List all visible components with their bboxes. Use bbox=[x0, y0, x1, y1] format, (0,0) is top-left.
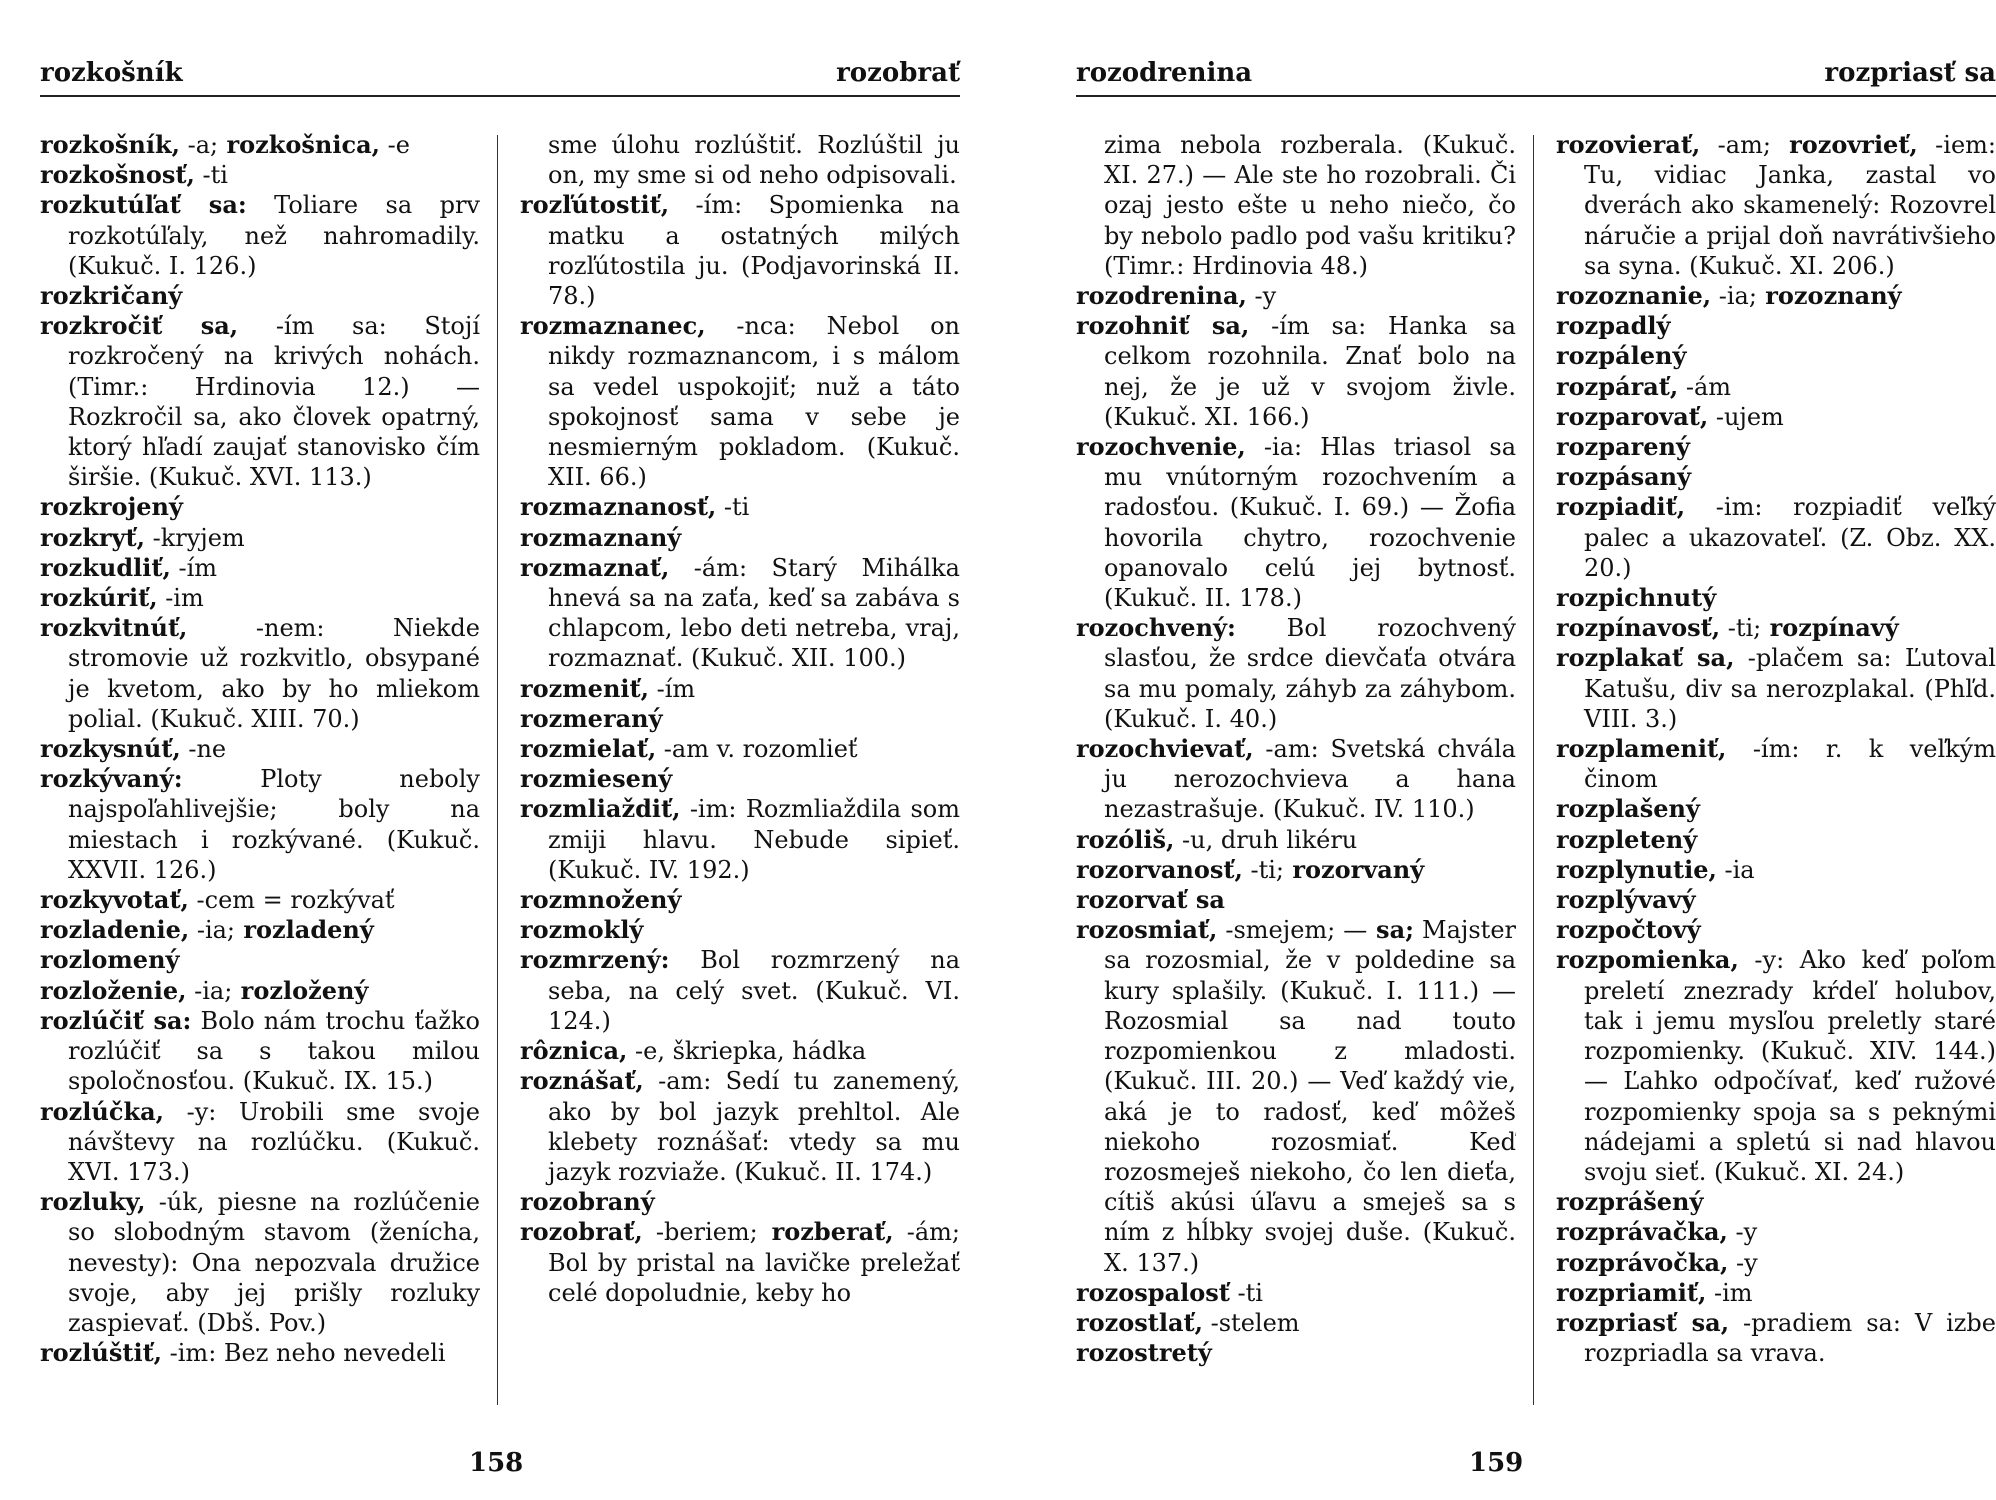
dictionary-entry bbox=[520, 674, 960, 704]
dictionary-entry bbox=[1556, 734, 1996, 794]
entry-text: -ím: Spomienka na matku a ostatných milých rozľútostila ju. (Podjavorinská II. 78.) bbox=[548, 191, 960, 311]
headword: rozmeniť, bbox=[520, 673, 649, 703]
dictionary-entry bbox=[520, 764, 960, 794]
running-header bbox=[1076, 48, 1996, 98]
running-head-first-entry: rozkošník bbox=[40, 58, 183, 88]
headword: rozprášený bbox=[1556, 1187, 1704, 1217]
dictionary-entry bbox=[40, 190, 480, 281]
headword-variant: rozladený bbox=[235, 915, 374, 945]
headword: roznášať, bbox=[520, 1066, 644, 1096]
entry-text: sme úlohu rozlúštiť. Rozlúštil ju on, my sme si od neho odpisovali. bbox=[548, 131, 960, 190]
entry-text: Bolo nám trochu ťažko rozlúčiť sa s takou milou spoločnosťou. (Kukuč. IX. 15.) bbox=[68, 1006, 480, 1096]
dictionary-entry bbox=[40, 311, 480, 492]
headword: rozmnožený bbox=[520, 885, 682, 915]
headword: rozohniť sa, bbox=[1076, 311, 1250, 341]
entry-text: -im bbox=[157, 584, 204, 613]
entry-text: Bol rozochvený slasťou, že srdce dievčaťa otvára sa mu pomaly, záhyb za záhybom. (Kukuč. I. 40.) bbox=[1104, 614, 1516, 733]
entry-text: Majster sa rozosmial, že v poldedine sa kury splašily. (Kukuč. I. 111.) — Rozosmial sa nad touto rozpomienkou z mladosti. (Kukuč. III. 20.) — Veď každý vie, aká je to radosť, keď môžeš niekoho rozosmiať. Keď rozosmeješ niekoho, čo len dieťa, cítiš akúsi úľavu a smeješ sa s ním z hĺbky svojej duše. (Kukuč. X. 137.) bbox=[1104, 916, 1516, 1277]
headword: rozplývavý bbox=[1556, 885, 1696, 915]
entry-text: -ím: r. k veľkým činom bbox=[1584, 735, 1996, 794]
dictionary-entry bbox=[40, 976, 480, 1006]
running-header bbox=[40, 48, 960, 98]
dictionary-entry bbox=[1076, 1338, 1516, 1368]
dictionary-entry bbox=[1556, 613, 1996, 643]
headword: rozmaznaný bbox=[520, 522, 682, 552]
headword: rozochvenie, bbox=[1076, 432, 1246, 462]
dictionary-column bbox=[40, 130, 480, 1420]
dictionary-entry bbox=[1556, 945, 1996, 1187]
headword: rozkudliť, bbox=[40, 552, 171, 582]
dictionary-entry bbox=[1076, 281, 1516, 311]
dictionary-entry bbox=[1556, 341, 1996, 371]
headword: rozpomienka, bbox=[1556, 945, 1739, 975]
running-head-last-entry: rozpriasť sa bbox=[1824, 58, 1996, 88]
entry-text: -ia; bbox=[189, 916, 236, 945]
dictionary-entry bbox=[520, 1217, 960, 1308]
dictionary-entry bbox=[1556, 825, 1996, 855]
dictionary-entry bbox=[40, 945, 480, 975]
dictionary-entry bbox=[520, 523, 960, 553]
headword: rozkričaný bbox=[40, 281, 183, 311]
dictionary-entry bbox=[520, 492, 960, 522]
dictionary-entry bbox=[1556, 915, 1996, 945]
headword: rozorvanosť, bbox=[1076, 854, 1243, 884]
headword: rozkysnúť, bbox=[40, 734, 181, 764]
entry-text: -ti bbox=[716, 493, 750, 522]
entry-text: -ti bbox=[194, 161, 228, 190]
entry-text: -ti; bbox=[1720, 614, 1762, 643]
dictionary-entry bbox=[1556, 492, 1996, 583]
headword: rozlomený bbox=[40, 945, 180, 975]
dictionary-entry bbox=[1556, 794, 1996, 824]
headword: rozplynutie, bbox=[1556, 854, 1717, 884]
entry-text: -ím bbox=[648, 674, 696, 703]
headword: rozmiesený bbox=[520, 764, 673, 794]
dictionary-column bbox=[520, 130, 960, 1420]
headword: rozostretý bbox=[1076, 1338, 1212, 1368]
dictionary-entry bbox=[520, 190, 960, 311]
headword: rozmliaždiť, bbox=[520, 794, 681, 824]
headword: rozpriamiť, bbox=[1556, 1277, 1707, 1307]
dictionary-entry bbox=[1556, 1217, 1996, 1247]
headword: rozpočtový bbox=[1556, 915, 1701, 945]
headword: rozplakať sa, bbox=[1556, 643, 1735, 673]
dictionary-entry bbox=[1076, 855, 1516, 885]
dictionary-entry bbox=[1556, 432, 1996, 462]
headword: rozorvať sa bbox=[1076, 885, 1225, 915]
page-number: 158 bbox=[469, 1448, 524, 1478]
entry-text: -im: Rozmliaždila som zmiji hlavu. Nebude sipieť. (Kukuč. IV. 192.) bbox=[548, 795, 960, 884]
headword: rozlúštiť, bbox=[40, 1338, 163, 1368]
entry-text: -im: Bez neho nevedeli bbox=[162, 1339, 446, 1368]
entry-text: -ám; Bol by pristal na lavičke preležať celé dopoludnie, keby ho bbox=[548, 1218, 960, 1307]
column-divider bbox=[1533, 135, 1534, 1405]
dictionary-entry bbox=[1076, 1308, 1516, 1338]
entry-text: -y: Urobili sme svoje návštevy na rozlúčku. (Kukuč. XVI. 173.) bbox=[68, 1097, 480, 1186]
header-rule bbox=[40, 95, 960, 97]
headword-variant: rozložený bbox=[232, 975, 369, 1005]
headword: rozplašený bbox=[1556, 794, 1700, 824]
dictionary-entry bbox=[520, 553, 960, 674]
dictionary-entry bbox=[1556, 583, 1996, 613]
headword: rozmaznať, bbox=[520, 552, 670, 582]
entry-text: -ti bbox=[1229, 1278, 1263, 1307]
page-number: 159 bbox=[1469, 1448, 1524, 1478]
dictionary-entry bbox=[520, 1036, 960, 1066]
headword-variant: sa; bbox=[1367, 915, 1414, 945]
dictionary-entry bbox=[1076, 311, 1516, 432]
headword: rozkošník, bbox=[40, 130, 180, 159]
entry-text: -ujem bbox=[1708, 402, 1784, 431]
entry-text: -ia; bbox=[1711, 282, 1757, 311]
entry-text: Bol rozmrzený na seba, na celý svet. (Kukuč. VI. 124.) bbox=[548, 946, 960, 1035]
dictionary-entry bbox=[520, 915, 960, 945]
headword: rozlúčka, bbox=[40, 1096, 164, 1126]
right-page bbox=[1036, 0, 1996, 1500]
headword: rozoznanie, bbox=[1556, 281, 1712, 311]
headword: rozkyvotať, bbox=[40, 885, 189, 915]
dictionary-entry bbox=[1076, 432, 1516, 613]
entry-text: -ím sa: Hanka sa celkom rozohnila. Znať bolo na nej, že je už v svojom živle. (Kukuč. XI. 166.) bbox=[1104, 312, 1516, 431]
headword: rozobraný bbox=[520, 1187, 655, 1217]
dictionary-entry bbox=[40, 734, 480, 764]
entry-text: -beriem; bbox=[642, 1218, 758, 1247]
dictionary-entry bbox=[520, 704, 960, 734]
dictionary-entry bbox=[40, 492, 480, 522]
headword: rozľútostiť, bbox=[520, 190, 670, 220]
entry-text: -ia bbox=[1716, 855, 1755, 884]
headword-variant: rozorvaný bbox=[1284, 854, 1425, 884]
entry-text: -stelem bbox=[1203, 1308, 1300, 1337]
entry-text: -ne bbox=[180, 735, 227, 764]
headword-variant: rozberať, bbox=[757, 1217, 894, 1247]
running-head-last-entry: rozobrať bbox=[836, 58, 960, 88]
headword: rozkývaný: bbox=[40, 764, 183, 794]
running-head-first-entry: rozodrenina bbox=[1076, 58, 1253, 88]
entry-text: -ám bbox=[1678, 372, 1732, 401]
dictionary-entry bbox=[520, 1187, 960, 1217]
headword: rozlúčiť sa: bbox=[40, 1005, 192, 1035]
entry-text: -u, druh likéru bbox=[1174, 825, 1358, 854]
dictionary-entry bbox=[1076, 613, 1516, 734]
dictionary-entry bbox=[40, 915, 480, 945]
dictionary-entry bbox=[40, 764, 480, 885]
headword-variant: rozkošnica, bbox=[218, 130, 380, 159]
entry-text: -ia: Hlas triasol sa mu vnútorným rozochvením a radosťou. (Kukuč. I. 69.) — Žofia hovorila chytro, rozochvenie opanovalo celú jej bytnosť. (Kukuč. II. 178.) bbox=[1104, 433, 1516, 613]
entry-text: -a; bbox=[179, 131, 219, 159]
dictionary-entry bbox=[520, 885, 960, 915]
dictionary-entry bbox=[40, 583, 480, 613]
column-divider bbox=[497, 135, 498, 1405]
headword: rozparovať, bbox=[1556, 401, 1709, 431]
entry-text: -y bbox=[1727, 1218, 1758, 1247]
dictionary-entry bbox=[1556, 643, 1996, 734]
dictionary-entry bbox=[1076, 825, 1516, 855]
entry-continuation bbox=[1076, 130, 1516, 281]
headword: rozladenie, bbox=[40, 915, 190, 945]
headword: rozloženie, bbox=[40, 975, 187, 1005]
headword: rozmrzený: bbox=[520, 945, 670, 975]
entry-text: -ím sa: Stojí rozkročený na krivých nohách. (Timr.: Hrdinovia 12.) — Rozkročil sa, ako človek opatrný, ktorý hľadí zaujať stanovisko čím širšie. (Kukuč. XVI. 113.) bbox=[68, 312, 480, 492]
entry-text: -úk, piesne na rozlúčenie so slobodným stavom (ženícha, nevesty): Ona nepozvala družice svoje, aby jej prišly rozluky zaspievať. (Dbš. Pov.) bbox=[68, 1188, 480, 1337]
dictionary-entry bbox=[520, 1066, 960, 1187]
dictionary-entry bbox=[1556, 281, 1996, 311]
entry-text: -am: Sedí tu zanemený, ako by bol jazyk prehltol. Ale klebety roznášať: vtedy sa mu jazyk rozviaže. (Kukuč. II. 174.) bbox=[548, 1067, 960, 1186]
entry-text: -ia; bbox=[186, 976, 233, 1005]
headword: rozkryť, bbox=[40, 522, 145, 552]
headword: rozpletený bbox=[1556, 824, 1698, 854]
headword: rozpriasť sa, bbox=[1556, 1307, 1730, 1337]
dictionary-entry bbox=[1556, 1278, 1996, 1308]
headword: rozmielať, bbox=[520, 734, 657, 764]
headword: rozpásaný bbox=[1556, 462, 1692, 492]
headword: rozkročiť sa, bbox=[40, 311, 239, 341]
dictionary-entry bbox=[1076, 734, 1516, 825]
entry-text: -am: Svetská chvála ju nerozochvieva a hana nezastrašuje. (Kukuč. IV. 110.) bbox=[1104, 735, 1516, 824]
entry-text: -am v. rozomlieť bbox=[656, 735, 858, 764]
headword: rozovierať, bbox=[1556, 130, 1701, 159]
dictionary-entry bbox=[1556, 311, 1996, 341]
dictionary-entry bbox=[1076, 885, 1516, 915]
dictionary-entry bbox=[1556, 372, 1996, 402]
left-page bbox=[0, 0, 960, 1500]
dictionary-entry bbox=[1556, 1248, 1996, 1278]
headword: rozodrenina, bbox=[1076, 281, 1247, 311]
entry-text: -y: Ako keď poľom preletí znezrady kŕdeľ holubov, tak i jemu mysľou preletly staré rozpomienky. (Kukuč. XIV. 144.) — Ľahko odpočívať, keď ružové rozpomienky spoja sa s peknými nádejami a spletú si nad hlavou svoju sieť. (Kukuč. XI. 24.) bbox=[1584, 946, 1996, 1186]
dictionary-entry bbox=[40, 613, 480, 734]
dictionary-entry bbox=[40, 160, 480, 190]
dictionary-entry bbox=[520, 945, 960, 1036]
headword: rozpárať, bbox=[1556, 371, 1679, 401]
entry-text: -plačem sa: Ľutoval Katušu, div sa nerozplakal. (Phľd. VIII. 3.) bbox=[1584, 644, 1996, 733]
dictionary-entry bbox=[40, 523, 480, 553]
headword: rozmoklý bbox=[520, 915, 644, 945]
entry-text: -am; bbox=[1700, 131, 1771, 159]
entry-text: -pradiem sa: V izbe rozpriadla sa vrava. bbox=[1584, 1308, 1996, 1368]
headword: rozplameniť, bbox=[1556, 734, 1727, 764]
dictionary-entry bbox=[520, 794, 960, 885]
headword: rôznica, bbox=[520, 1036, 628, 1066]
dictionary-entry bbox=[1556, 1308, 1996, 1368]
dictionary-column bbox=[1076, 130, 1516, 1420]
headword: rozpiadiť, bbox=[1556, 492, 1686, 522]
entry-text: -ím bbox=[170, 553, 217, 582]
entry-text: -y bbox=[1728, 1248, 1758, 1277]
headword: rozochvievať, bbox=[1076, 734, 1254, 764]
headword: rozpichnutý bbox=[1556, 583, 1717, 613]
headword: rozosmiať, bbox=[1076, 915, 1218, 945]
headword: rozmaznanosť, bbox=[520, 492, 717, 522]
entry-text: -e, škriepka, hádka bbox=[627, 1037, 867, 1066]
dictionary-entry bbox=[1556, 462, 1996, 492]
dictionary-entry bbox=[40, 553, 480, 583]
entry-text: -cem = rozkývať bbox=[188, 886, 395, 915]
dictionary-entry bbox=[1556, 885, 1996, 915]
headword: rozpálený bbox=[1556, 341, 1687, 371]
entry-text: zima nebola rozberala. (Kukuč. XI. 27.) — Ale ste ho rozobrali. Či ozaj jesto ešte u neho niečo, čo by nebolo padlo pod vašu kritiku? (Timr.: Hrdinovia 48.) bbox=[1104, 131, 1516, 280]
dictionary-entry bbox=[40, 1006, 480, 1097]
headword-variant: rozpínavý bbox=[1761, 613, 1899, 643]
dictionary-entry bbox=[40, 1187, 480, 1338]
entry-text: Ploty neboly najspoľahlivejšie; boly na miestach i rozkývané. (Kukuč. XXVII. 126.) bbox=[68, 765, 480, 884]
dictionary-column bbox=[1556, 130, 1996, 1420]
headword: rozkúriť, bbox=[40, 583, 158, 613]
entry-text: -smejem; — bbox=[1217, 916, 1368, 945]
headword: rozpadlý bbox=[1556, 311, 1671, 341]
entry-text: -y bbox=[1246, 282, 1277, 311]
dictionary-entry bbox=[40, 1338, 480, 1368]
entry-continuation bbox=[520, 130, 960, 190]
entry-text: -nca: Nebol on nikdy rozmaznancom, i s málom sa vedel uspokojiť; nuž a táto spokojnosť sama v sebe je nesmierným pokladom. (Kukuč. XII. 66.) bbox=[548, 312, 960, 492]
headword: rozostlať, bbox=[1076, 1307, 1203, 1337]
entry-text: -ám: Starý Mihálka hnevá sa na zaťa, keď sa zabáva s chlapcom, lebo deti netreba, vraj, rozmaznať. (Kukuč. XII. 100.) bbox=[548, 553, 960, 673]
headword: rozóliš, bbox=[1076, 824, 1175, 854]
entry-text: -iem: Tu, vidiac Janka, zastal vo dverách ako skamenelý: Rozovrel náručie a prijal doň navrátivšieho sa syna. (Kukuč. XI. 206.) bbox=[1584, 131, 1996, 280]
dictionary-entry bbox=[1556, 402, 1996, 432]
dictionary-entry bbox=[1076, 1278, 1516, 1308]
dictionary-entry bbox=[1556, 855, 1996, 885]
entry-text: -im bbox=[1706, 1278, 1753, 1307]
headword: rozprávočka, bbox=[1556, 1247, 1729, 1277]
headword: rozmaznanec, bbox=[520, 311, 706, 341]
headword: rozpínavosť, bbox=[1556, 613, 1721, 643]
headword: rozochvený: bbox=[1076, 613, 1236, 643]
dictionary-entry bbox=[40, 885, 480, 915]
dictionary-entry bbox=[1076, 915, 1516, 1277]
headword: rozmeraný bbox=[520, 703, 663, 733]
headword: rozluky, bbox=[40, 1187, 146, 1217]
headword: rozprávačka, bbox=[1556, 1217, 1728, 1247]
dictionary-entry bbox=[1556, 130, 1996, 281]
headword-variant: rozoznaný bbox=[1756, 281, 1902, 311]
entry-text: -kryjem bbox=[144, 523, 245, 552]
headword: rozkrojený bbox=[40, 492, 183, 522]
dictionary-entry bbox=[520, 311, 960, 492]
headword-variant: rozovrieť, bbox=[1770, 130, 1918, 159]
headword: rozospalosť bbox=[1076, 1277, 1230, 1307]
headword: rozkošnosť, bbox=[40, 160, 195, 190]
headword: rozparený bbox=[1556, 432, 1690, 462]
entry-text: Toliare sa prv rozkotúľaly, než nahromadily. (Kukuč. I. 126.) bbox=[68, 191, 480, 280]
entry-text: -e bbox=[380, 131, 410, 159]
dictionary-entry bbox=[520, 734, 960, 764]
dictionary-entry bbox=[40, 130, 480, 160]
dictionary-entry bbox=[40, 1097, 480, 1188]
dictionary-entry bbox=[40, 281, 480, 311]
headword: rozkutúľať sa: bbox=[40, 190, 247, 220]
dictionary-entry bbox=[1556, 1187, 1996, 1217]
entry-text: -nem: Niekde stromovie už rozkvitlo, obsypané je kvetom, ako by ho mliekom polial. (Kukuč. XIII. 70.) bbox=[68, 614, 480, 733]
entry-text: -im: rozpiadiť veľký palec a ukazovateľ. (Z. Obz. XX. 20.) bbox=[1584, 493, 1996, 582]
headword: rozkvitnúť, bbox=[40, 613, 188, 643]
header-rule bbox=[1076, 95, 1996, 97]
headword: rozobrať, bbox=[520, 1217, 643, 1247]
entry-text: -ti; bbox=[1242, 855, 1284, 884]
